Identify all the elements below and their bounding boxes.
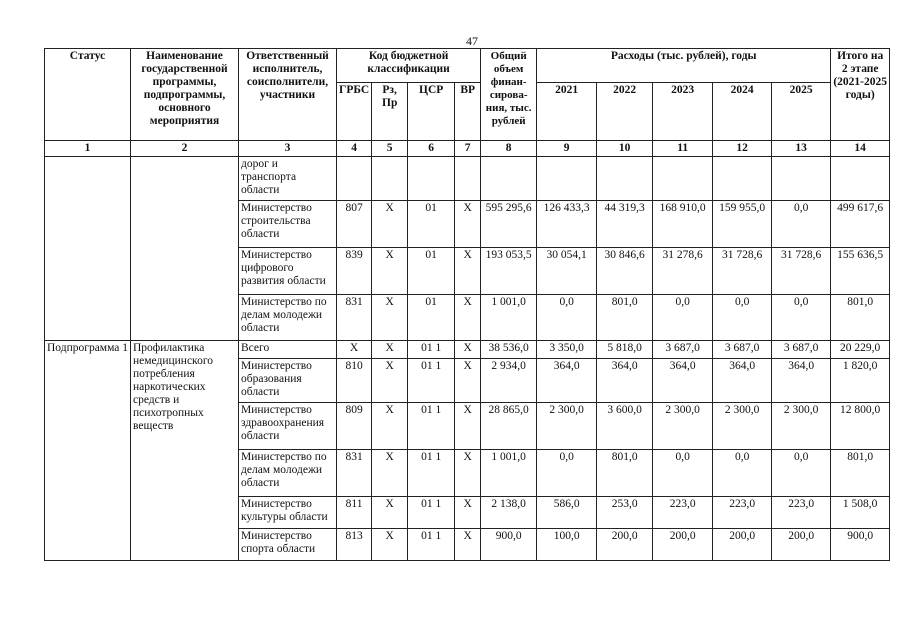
- year-2024-cell: 364,0: [713, 359, 772, 403]
- total-cell: 193 053,5: [481, 248, 537, 295]
- year-2025-cell: 0,0: [772, 295, 831, 341]
- executor-cell: Министерство по делам молодежи области: [239, 295, 337, 341]
- header-rz-pr: Рз, Пр: [372, 83, 408, 141]
- rz-pr-cell: X: [372, 248, 408, 295]
- executor-cell: Министерство спорта области: [239, 529, 337, 561]
- total-cell: 2 934,0: [481, 359, 537, 403]
- vr-cell: X: [455, 359, 481, 403]
- year-2021-cell: 586,0: [537, 497, 597, 529]
- column-number: 3: [239, 141, 337, 157]
- year-2023-cell: [653, 157, 713, 201]
- csr-cell: 01 1: [408, 497, 455, 529]
- year-2025-cell: [772, 157, 831, 201]
- year-2024-cell: 0,0: [713, 450, 772, 497]
- header-stage-total: Итого на 2 этапе (2021-2025 годы): [831, 49, 890, 141]
- status-cell: Подпрограмма 1: [45, 341, 131, 561]
- csr-cell: 01 1: [408, 450, 455, 497]
- column-number: 2: [131, 141, 239, 157]
- total-cell: 1 001,0: [481, 450, 537, 497]
- column-number: 10: [597, 141, 653, 157]
- executor-cell: Министерство здравоохранения области: [239, 403, 337, 450]
- stage-total-cell: 12 800,0: [831, 403, 890, 450]
- total-cell: [481, 157, 537, 201]
- year-2025-cell: 364,0: [772, 359, 831, 403]
- total-cell: 1 001,0: [481, 295, 537, 341]
- year-2024-cell: 31 728,6: [713, 248, 772, 295]
- header-year: 2023: [653, 83, 713, 141]
- vr-cell: X: [455, 497, 481, 529]
- total-cell: 900,0: [481, 529, 537, 561]
- executor-cell: Министерство культуры области: [239, 497, 337, 529]
- column-number: 14: [831, 141, 890, 157]
- year-2021-cell: [537, 157, 597, 201]
- grbs-cell: 811: [337, 497, 372, 529]
- csr-cell: 01 1: [408, 359, 455, 403]
- table-row: [45, 341, 890, 359]
- year-2024-cell: 2 300,0: [713, 403, 772, 450]
- grbs-cell: 807: [337, 201, 372, 248]
- year-2025-cell: 31 728,6: [772, 248, 831, 295]
- column-number: 8: [481, 141, 537, 157]
- column-number: 5: [372, 141, 408, 157]
- total-cell: 38 536,0: [481, 341, 537, 359]
- year-2021-cell: 126 433,3: [537, 201, 597, 248]
- column-number: 9: [537, 141, 597, 157]
- column-number-row: [45, 141, 890, 157]
- year-2021-cell: 0,0: [537, 450, 597, 497]
- grbs-cell: X: [337, 341, 372, 359]
- year-2021-cell: 2 300,0: [537, 403, 597, 450]
- rz-pr-cell: X: [372, 359, 408, 403]
- year-2024-cell: 223,0: [713, 497, 772, 529]
- vr-cell: X: [455, 529, 481, 561]
- header-status: Статус: [45, 49, 131, 141]
- header-year: 2024: [713, 83, 772, 141]
- csr-cell: 01: [408, 248, 455, 295]
- header-vr: ВР: [455, 83, 481, 141]
- year-2021-cell: 3 350,0: [537, 341, 597, 359]
- grbs-cell: 809: [337, 403, 372, 450]
- program-name-cell: [131, 157, 239, 341]
- stage-total-cell: 801,0: [831, 295, 890, 341]
- executor-cell: Всего: [239, 341, 337, 359]
- year-2025-cell: 3 687,0: [772, 341, 831, 359]
- total-cell: 595 295,6: [481, 201, 537, 248]
- executor-cell: Министерство по делам молодежи области: [239, 450, 337, 497]
- stage-total-cell: 20 229,0: [831, 341, 890, 359]
- vr-cell: X: [455, 403, 481, 450]
- column-number: 6: [408, 141, 455, 157]
- year-2021-cell: 100,0: [537, 529, 597, 561]
- header-program-name: Наименование государственной программы, подпрограммы, основного мероприятия: [131, 49, 239, 141]
- column-number: 4: [337, 141, 372, 157]
- stage-total-cell: 499 617,6: [831, 201, 890, 248]
- year-2022-cell: 801,0: [597, 450, 653, 497]
- rz-pr-cell: X: [372, 497, 408, 529]
- header-year: 2025: [772, 83, 831, 141]
- year-2024-cell: 0,0: [713, 295, 772, 341]
- executor-cell: дорог и транспорта области: [239, 157, 337, 201]
- year-2025-cell: 223,0: [772, 497, 831, 529]
- year-2021-cell: 30 054,1: [537, 248, 597, 295]
- year-2022-cell: 44 319,3: [597, 201, 653, 248]
- csr-cell: 01 1: [408, 529, 455, 561]
- rz-pr-cell: X: [372, 201, 408, 248]
- vr-cell: X: [455, 295, 481, 341]
- grbs-cell: 810: [337, 359, 372, 403]
- column-number: 1: [45, 141, 131, 157]
- csr-cell: 01: [408, 295, 455, 341]
- vr-cell: X: [455, 248, 481, 295]
- year-2022-cell: 364,0: [597, 359, 653, 403]
- total-cell: 2 138,0: [481, 497, 537, 529]
- header-year: 2021: [537, 83, 597, 141]
- year-2024-cell: [713, 157, 772, 201]
- year-2021-cell: 364,0: [537, 359, 597, 403]
- stage-total-cell: 1 508,0: [831, 497, 890, 529]
- vr-cell: [455, 157, 481, 201]
- year-2022-cell: 801,0: [597, 295, 653, 341]
- rz-pr-cell: X: [372, 341, 408, 359]
- year-2025-cell: 2 300,0: [772, 403, 831, 450]
- executor-cell: Министерство образования области: [239, 359, 337, 403]
- grbs-cell: 831: [337, 295, 372, 341]
- header-expenses: Расходы (тыс. рублей), годы: [537, 49, 831, 83]
- executor-cell: Министерство строительства области: [239, 201, 337, 248]
- vr-cell: X: [455, 201, 481, 248]
- year-2022-cell: [597, 157, 653, 201]
- year-2023-cell: 0,0: [653, 450, 713, 497]
- vr-cell: X: [455, 450, 481, 497]
- vr-cell: X: [455, 341, 481, 359]
- column-number: 7: [455, 141, 481, 157]
- program-name-cell: Профилактика немедицинского потребления наркотических средств и психотропных веществ: [131, 341, 239, 561]
- header-year: 2022: [597, 83, 653, 141]
- year-2022-cell: 253,0: [597, 497, 653, 529]
- stage-total-cell: [831, 157, 890, 201]
- year-2023-cell: 0,0: [653, 295, 713, 341]
- stage-total-cell: 900,0: [831, 529, 890, 561]
- header-budget-code: Код бюджетной классификации: [337, 49, 481, 83]
- header-grbs: ГРБС: [337, 83, 372, 141]
- year-2023-cell: 364,0: [653, 359, 713, 403]
- year-2022-cell: 3 600,0: [597, 403, 653, 450]
- year-2023-cell: 2 300,0: [653, 403, 713, 450]
- header-csr: ЦСР: [408, 83, 455, 141]
- rz-pr-cell: [372, 157, 408, 201]
- year-2023-cell: 223,0: [653, 497, 713, 529]
- status-cell: [45, 157, 131, 341]
- header-total: Общий объем финан-сирова-ния, тыс. рублей: [481, 49, 537, 141]
- rz-pr-cell: X: [372, 450, 408, 497]
- stage-total-cell: 155 636,5: [831, 248, 890, 295]
- csr-cell: 01: [408, 201, 455, 248]
- year-2022-cell: 200,0: [597, 529, 653, 561]
- column-number: 13: [772, 141, 831, 157]
- csr-cell: 01 1: [408, 403, 455, 450]
- csr-cell: 01 1: [408, 341, 455, 359]
- year-2022-cell: 5 818,0: [597, 341, 653, 359]
- page-number: 47: [466, 34, 478, 48]
- table-row: [45, 157, 890, 201]
- rz-pr-cell: X: [372, 295, 408, 341]
- year-2023-cell: 168 910,0: [653, 201, 713, 248]
- header-executor: Ответственный исполнитель, соисполнители, участники: [239, 49, 337, 141]
- grbs-cell: 839: [337, 248, 372, 295]
- grbs-cell: [337, 157, 372, 201]
- year-2021-cell: 0,0: [537, 295, 597, 341]
- year-2023-cell: 31 278,6: [653, 248, 713, 295]
- year-2022-cell: 30 846,6: [597, 248, 653, 295]
- year-2023-cell: 3 687,0: [653, 341, 713, 359]
- year-2024-cell: 159 955,0: [713, 201, 772, 248]
- year-2025-cell: 0,0: [772, 201, 831, 248]
- year-2024-cell: 3 687,0: [713, 341, 772, 359]
- column-number: 11: [653, 141, 713, 157]
- rz-pr-cell: X: [372, 403, 408, 450]
- csr-cell: [408, 157, 455, 201]
- total-cell: 28 865,0: [481, 403, 537, 450]
- grbs-cell: 831: [337, 450, 372, 497]
- budget-table: [44, 48, 890, 561]
- stage-total-cell: 801,0: [831, 450, 890, 497]
- year-2023-cell: 200,0: [653, 529, 713, 561]
- grbs-cell: 813: [337, 529, 372, 561]
- year-2025-cell: 0,0: [772, 450, 831, 497]
- executor-cell: Министерство цифрового развития области: [239, 248, 337, 295]
- stage-total-cell: 1 820,0: [831, 359, 890, 403]
- rz-pr-cell: X: [372, 529, 408, 561]
- column-number: 12: [713, 141, 772, 157]
- year-2024-cell: 200,0: [713, 529, 772, 561]
- year-2025-cell: 200,0: [772, 529, 831, 561]
